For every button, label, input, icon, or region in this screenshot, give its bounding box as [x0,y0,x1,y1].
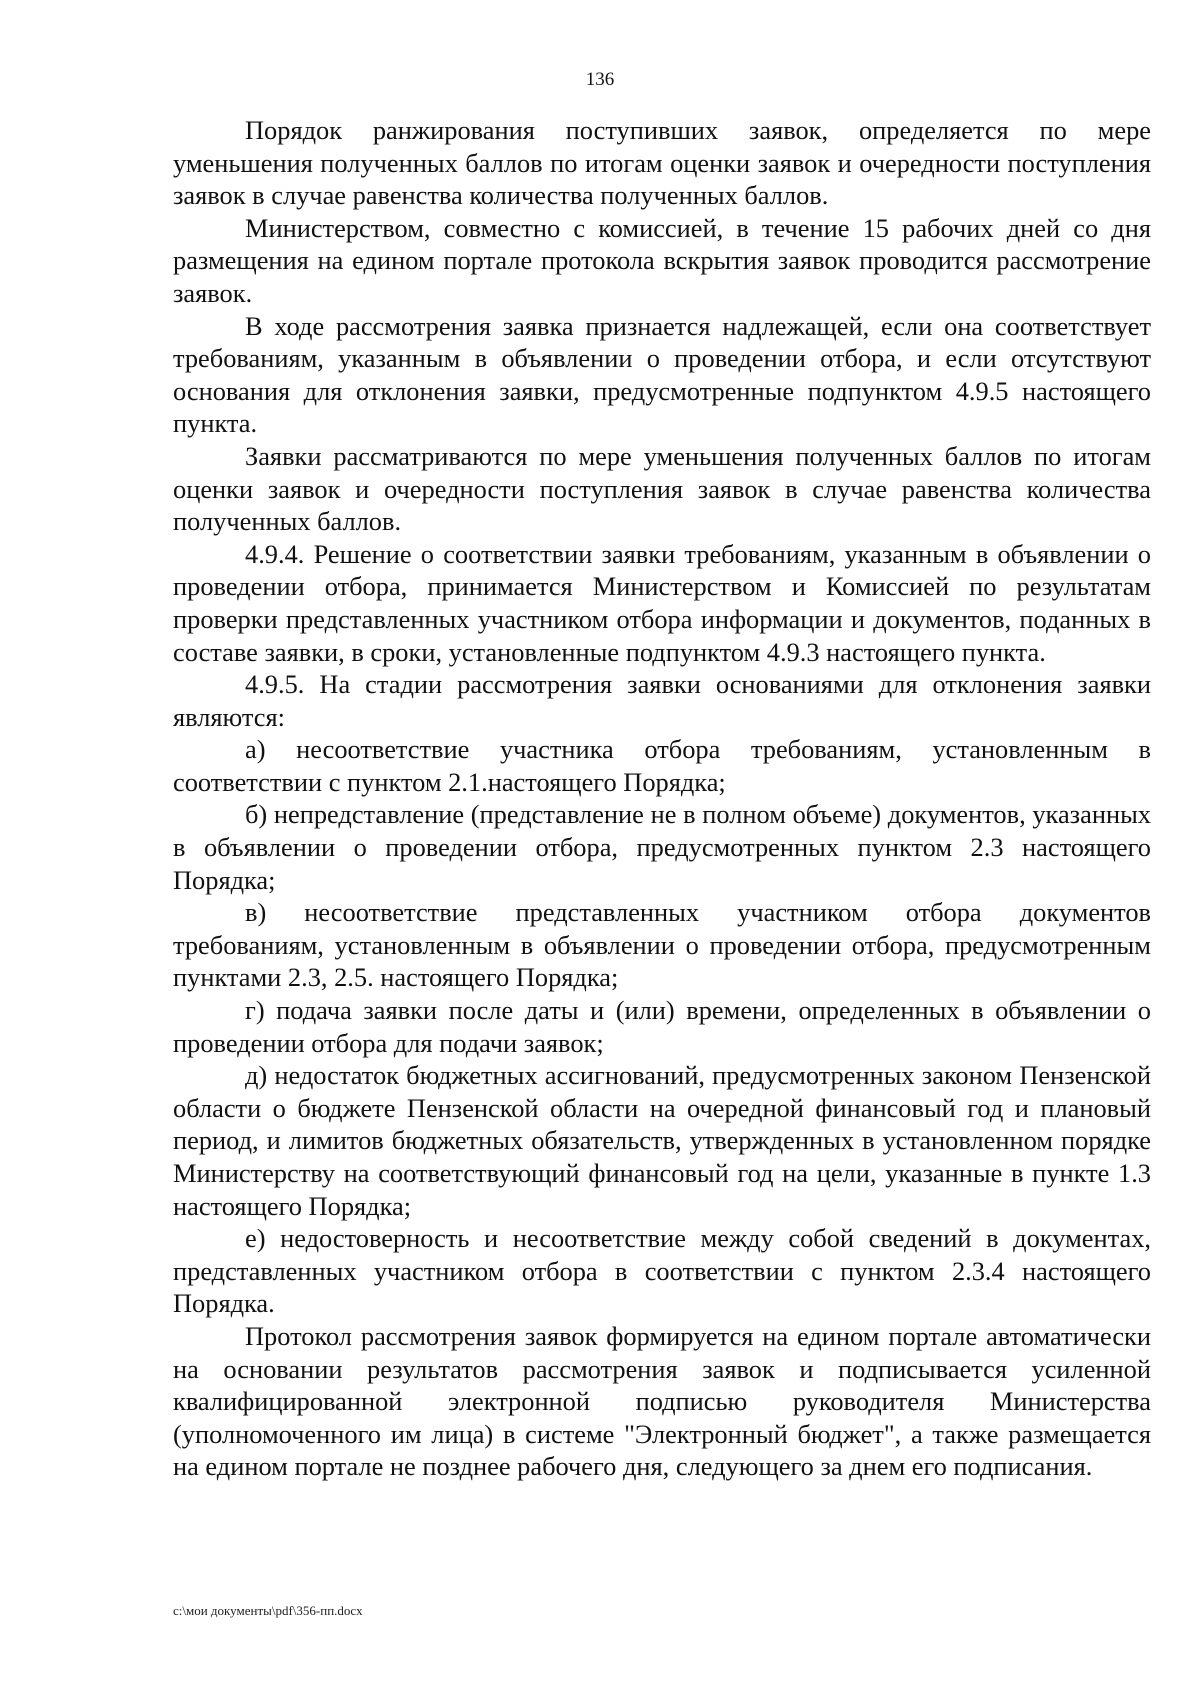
paragraph-4-9-4: 4.9.4. Решение о соответствии заявки требованиям, указанным в объявлении о проведении отбора, принимается Министерством и Комиссией по результатам проверки представленных участником отбора информации и документов, поданных в составе заявки, в сроки, установленные подпунктом 4.9.3 настоящего пункта. [173,538,1151,667]
paragraph-4-9-5: 4.9.5. На стадии рассмотрения заявки основаниями для отклонения заявки являются: [173,669,1151,732]
paragraph-ministry-review: Министерством, совместно с комиссией, в течение 15 рабочих дней со дня размещения на едином портале протокола вскрытия заявок проводится рассмотрение заявок. [173,212,1151,308]
paragraph-ranking-order: Порядок ранжирования поступивших заявок, определяется по мере уменьшения полученных баллов по итогам оценки заявок и очередности поступления заявок в случае равенства количества полученных баллов. [173,115,1151,211]
list-item-b: б) непредставление (представление не в полном объеме) документов, указанных в объявлении о проведении отбора, предусмотренных пунктом 2.3 настоящего Порядка; [173,799,1151,895]
paragraph-protocol: Протокол рассмотрения заявок формируется на едином портале автоматически на основании результатов рассмотрения заявок и подписывается усиленной квалифицированной электронной подписью руководителя Министерства (уполномоченного им лица) в системе "Электронный бюджет", а также размещается на едином портале не позднее рабочего дня, следующего за днем его подписания. [173,1320,1151,1482]
list-item-a: а) несоответствие участника отбора требованиям, установленным в соответствии с пунктом 2.1.настоящего Порядка; [173,734,1151,797]
footer-file-path: c:\мои документы\pdf\356-пп.docx [173,1603,363,1618]
page-number: 136 [585,69,615,90]
paragraph-proper-application: В ходе рассмотрения заявка признается надлежащей, если она соответствует требованиям, указанным в объявлении о проведении отбора, и если отсутствуют основания для отклонения заявки, предусмотренные подпунктом 4.9.5 настоящего пункта. [173,310,1151,439]
list-item-v: в) несоответствие представленных участником отбора документов требованиям, установленным в объявлении о проведении отбора, предусмотренным пунктами 2.3, 2.5. настоящего Порядка; [173,897,1151,993]
list-item-e: е) недостоверность и несоответствие между собой сведений в документах, представленных участником отбора в соответствии с пунктом 2.3.4 настоящего Порядка. [173,1223,1151,1319]
list-item-g: г) подача заявки после даты и (или) времени, определенных в объявлении о проведении отбора для подачи заявок; [173,995,1151,1058]
paragraph-review-order: Заявки рассматриваются по мере уменьшения полученных баллов по итогам оценки заявок и очередности поступления заявок в случае равенства количества полученных баллов. [173,440,1151,537]
document-body [173,114,1151,1483]
list-item-d: д) недостаток бюджетных ассигнований, предусмотренных законом Пензенской области о бюджете Пензенской области на очередной финансовый год и плановый период, и лимитов бюджетных обязательств, утвержденных в установленном порядке Министерству на соответствующий финансовый год на цели, указанные в пункте 1.3 настоящего Порядка; [173,1060,1151,1221]
